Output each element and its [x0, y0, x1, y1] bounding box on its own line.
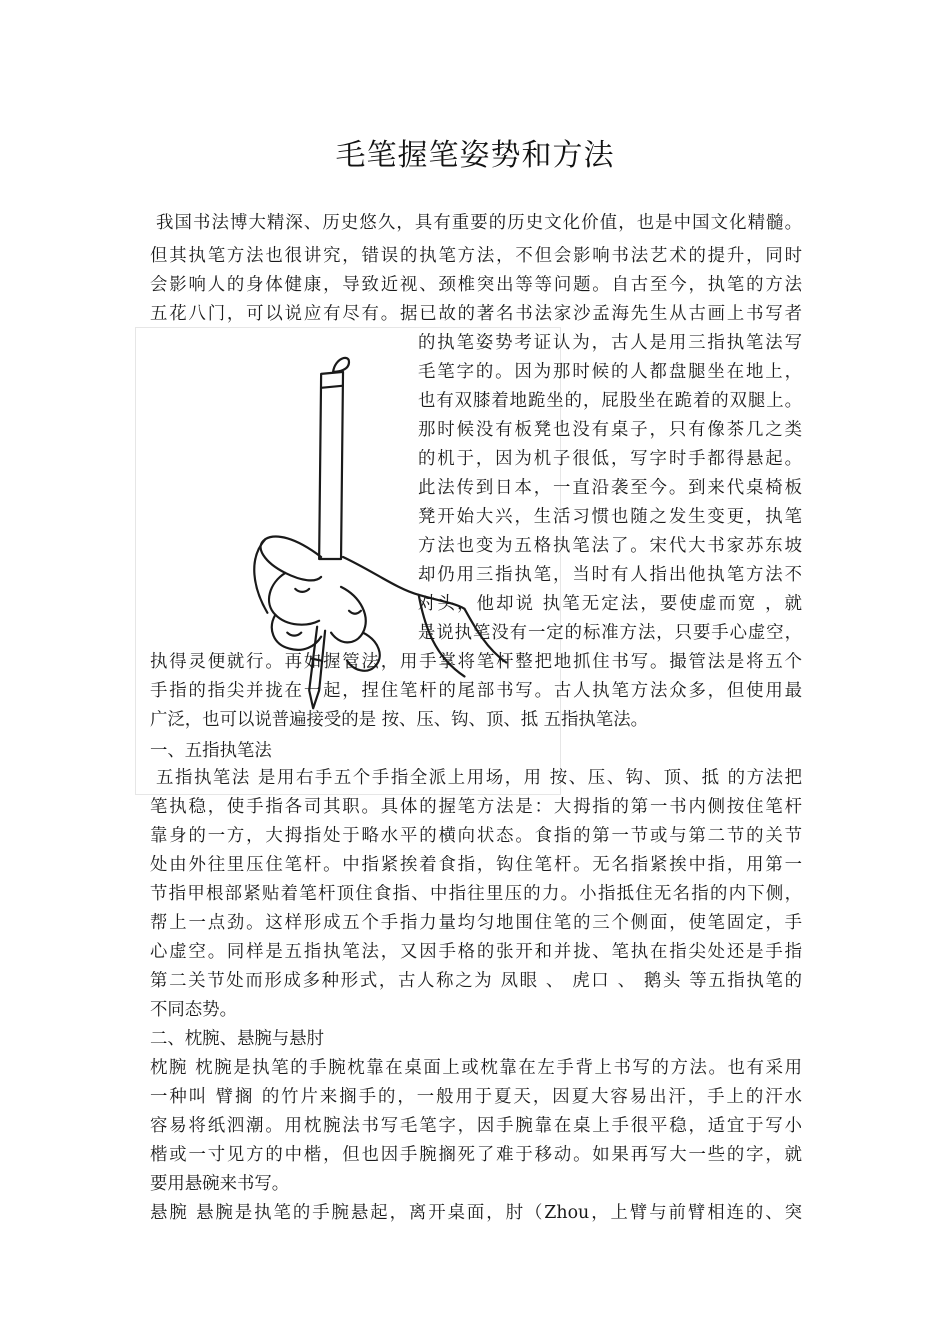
text-line: 一种叫 臂搁 的竹片来搁手的，一般用于夏天，因夏大容易出汗，手上的汗水	[150, 1087, 802, 1107]
page-title: 毛笔握笔姿势和方法	[335, 138, 615, 173]
text-line: 我国书法博大精深、历史悠久，具有重要的历史文化价值，也是中国文化精髓。	[156, 213, 802, 233]
text-line: 毛笔字的。因为那时候的人都盘腿坐在地上，	[418, 362, 802, 382]
text-line: 第二关节处而形成多种形式，古人称之为 凤眼 、 虎口 、 鹅头 等五指执笔的	[150, 971, 802, 991]
text-line: 的机于，因为机子很低，写字时手都得悬起。	[418, 449, 802, 469]
text-line: 凳开始大兴，生活习惯也随之发生变更，执笔	[418, 507, 802, 527]
text-line: 方法也变为五格执笔法了。宋代大书家苏东坡	[418, 536, 802, 556]
text-line: 对头，他却说 执笔无定法，要使虚而宽 ，就	[418, 594, 802, 614]
section-heading: 二、枕腕、悬腕与悬肘	[150, 1029, 324, 1049]
text-line: 枕腕 枕腕是执笔的手腕枕靠在桌面上或枕靠在左手背上书写的方法。也有采用	[150, 1058, 802, 1078]
text-line: 楷或一寸见方的中楷，但也因手腕搁死了难于移动。如果再写大一些的字，就	[150, 1145, 802, 1165]
text-line: 会影响人的身体健康，导致近视、颈椎突出等等问题。自古至今，执笔的方法	[150, 275, 802, 295]
text-line: 但其执笔方法也很讲究，错误的执笔方法，不但会影响书法艺术的提升，同时	[150, 246, 802, 266]
text-line: 容易将纸泗潮。用枕腕法书写毛笔字，因手腕靠在桌上手很平稳，适宜于写小	[150, 1116, 802, 1136]
text-line: 的执笔姿势考证认为，古人是用三指执笔法写	[418, 333, 802, 353]
text-line: 手指的指尖并拢在一起，捏住笔杆的尾部书写。古人执笔方法众多，但使用最	[150, 681, 802, 701]
text-line: 五花八门，可以说应有尽有。据已故的著名书法家沙孟海先生从古画上书写者	[150, 304, 802, 324]
text-line: 靠身的一方，大拇指处于略水平的横向状态。食指的第一节或与第二节的关节	[150, 826, 802, 846]
text-line: 是说执笔没有一定的标准方法，只要手心虚空，	[418, 623, 802, 643]
text-line: 也有双膝着地跪坐的，屁股坐在跪着的双腿上。	[418, 391, 802, 411]
text-line: 悬腕 悬腕是执笔的手腕悬起，离开桌面，肘（Zhou，上臂与前臂相连的、突	[150, 1203, 802, 1223]
text-line: 笔执稳，使手指各司其职。具体的握笔方法是：大拇指的第一书内侧按住笔杆	[150, 797, 802, 817]
text-line: 却仍用三指执笔，当时有人指出他执笔方法不	[418, 565, 802, 585]
text-line: 心虚空。同样是五指执笔法，又因手格的张开和并拢、笔执在指尖处还是手指	[150, 942, 802, 962]
text-line: 五指执笔法 是用右手五个手指全派上用场，用 按、压、钩、顶、抵 的方法把	[156, 768, 802, 788]
text-line: 广泛，也可以说普遍接受的是 按、压、钩、顶、抵 五指执笔法。	[150, 710, 648, 730]
text-line: 此法传到日本，一直沿袭至今。到来代桌椅板	[418, 478, 802, 498]
text-line: 那时候没有板凳也没有桌子，只有像茶几之类	[418, 420, 802, 440]
text-line: 节指甲根部紧贴着笔杆顶住食指、中指往里压的力。小指抵住无名指的内下侧，	[150, 884, 802, 904]
text-line: 要用悬碗来书写。	[150, 1174, 290, 1194]
text-line: 帮上一点劲。这样形成五个手指力量均匀地围住笔的三个侧面，使笔固定，手	[150, 913, 802, 933]
text-line: 执得灵便就行。再如握管法，用手掌将笔杆整把地抓住书写。撮管法是将五个	[150, 652, 802, 672]
text-line: 处由外往里压住笔杆。中指紧挨着食指，钩住笔杆。无名指紧挨中指，用第一	[150, 855, 802, 875]
section-heading: 一、五指执笔法	[150, 741, 272, 761]
text-line: 不同态势。	[150, 1000, 237, 1020]
